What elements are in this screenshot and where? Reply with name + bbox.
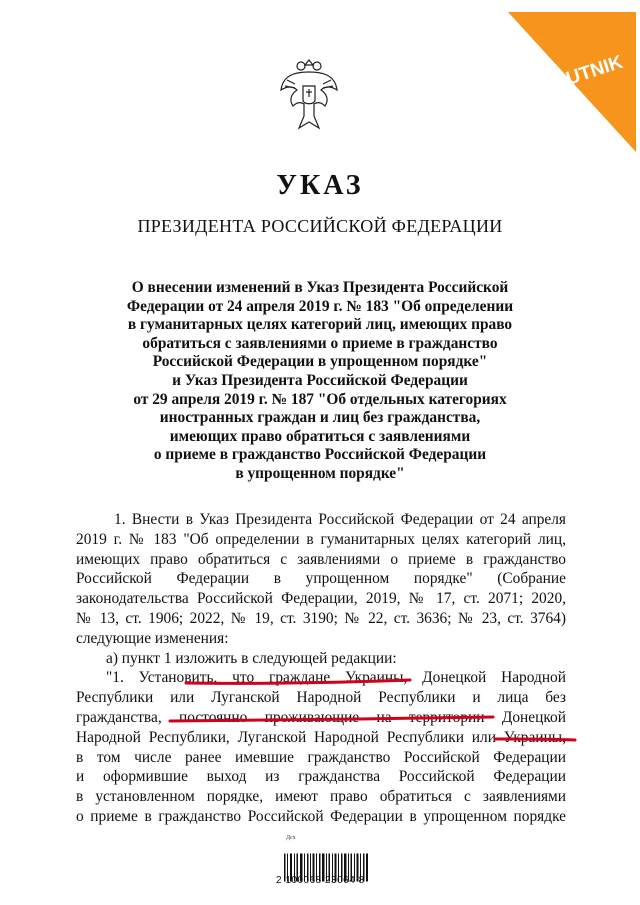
quote-line: "1. Установить, что граждане Украины, Донецкой Народной bbox=[106, 669, 566, 687]
quote-line: гражданства, постоянно проживающие на территории Донецкой bbox=[76, 708, 566, 726]
sputnik-logo-icon bbox=[470, 4, 640, 154]
body-line: законодательства Российской Федерации, 2019, № 17, ст. 2071; 2020, bbox=[76, 590, 566, 608]
body-line: Российской Федерации в упрощенном порядке" (Собрание bbox=[76, 570, 566, 588]
heading-line: О внесении изменений в Указ Президента Российской bbox=[131, 279, 509, 296]
body-line: 2019 г. № 183 "Об определении в гуманитарных целях категорий лиц, bbox=[76, 530, 566, 548]
coat-of-arms-icon bbox=[277, 56, 341, 136]
heading-line: имеющих право обратиться с заявлениями bbox=[169, 427, 471, 445]
page-subtitle: ПРЕЗИДЕНТА РОССИЙСКОЙ ФЕДЕРАЦИИ bbox=[137, 216, 503, 236]
quote-line: Народной Республики, Луганской Народной Республики или Украины, bbox=[76, 728, 566, 746]
heading-line: Российской Федерации в упрощенном порядке" bbox=[152, 353, 488, 371]
body-line: № 13, ст. 1906; 2022, № 19, ст. 3190; № 22, ст. 3636; № 23, ст. 3764) bbox=[76, 609, 566, 627]
sputnik-logo-text: SPUTNIK bbox=[539, 51, 626, 98]
heading-line: от 29 апреля 2019 г. № 187 "Об отдельных категориях bbox=[133, 390, 507, 408]
quote-line: и оформившие выход из гражданства Российской Федерации bbox=[76, 768, 566, 786]
page-title: УКАЗ bbox=[276, 170, 364, 201]
quote-line: в установленном порядке, имеют право обратиться с заявлениями bbox=[76, 788, 566, 806]
quote-line: о приеме в гражданство Российской Федерации в упрощенном порядке bbox=[76, 807, 566, 825]
heading-line: обратиться с заявлениями о приеме в гражданство bbox=[142, 334, 498, 352]
body-line: а) пункт 1 изложить в следующей редакции: bbox=[106, 649, 397, 667]
barcode-label: Дсх bbox=[286, 835, 296, 841]
decree-heading bbox=[100, 279, 540, 484]
body-line: 1. Внести в Указ Президента Российской Федерации от 24 апреля bbox=[114, 511, 566, 528]
heading-line: о приеме в гражданство Российской Федерации bbox=[153, 446, 487, 464]
barcode-number: 2 100068 23064 8 bbox=[276, 875, 365, 886]
heading-line: Федерации от 24 апреля 2019 г. № 183 "Об определении bbox=[126, 297, 514, 315]
heading-line: и Указ Президента Российской Федерации bbox=[172, 371, 468, 389]
heading-line: иностранных граждан и лиц без гражданства, bbox=[159, 409, 481, 427]
quote-line: в том числе ранее имевшие гражданство Российской Федерации bbox=[76, 748, 566, 766]
body-line: имеющих право обратиться с заявлениями о приеме в гражданство bbox=[76, 550, 566, 568]
decree-body bbox=[76, 510, 566, 827]
body-line: следующие изменения: bbox=[76, 629, 229, 647]
heading-line: в гуманитарных целях категорий лиц, имеющих право bbox=[127, 316, 513, 334]
quote-line: Республики или Луганской Народной Республики и лица без bbox=[76, 689, 566, 707]
heading-line: в упрощенном порядке" bbox=[235, 464, 405, 482]
